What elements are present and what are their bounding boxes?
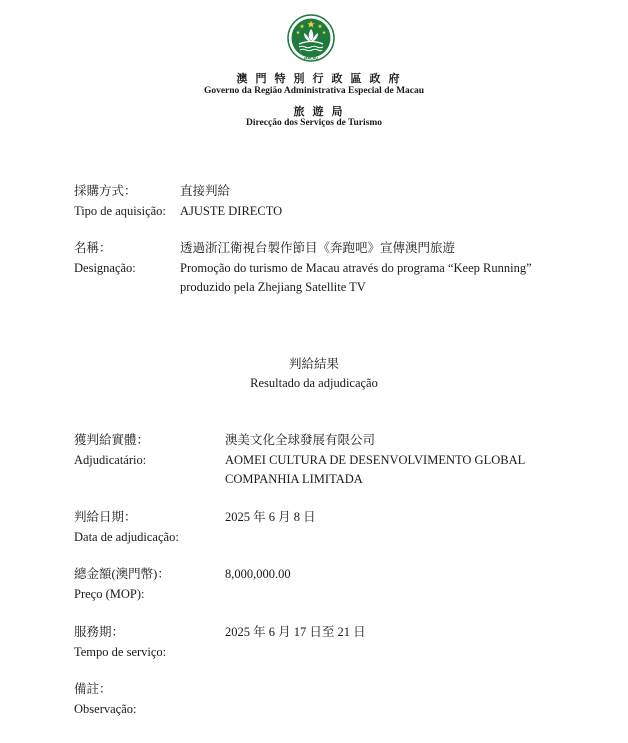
- service-label-zh: 服務期：: [74, 625, 125, 639]
- procurement-label-pt: Tipo de aquisição:: [74, 204, 166, 218]
- designation-value-pt-line1: Promoção do turismo de Macau através do programa “Keep Running”: [180, 261, 532, 275]
- date-value: 2025 年 6 月 8 日: [225, 510, 316, 524]
- adjudicatario-value-zh: 澳美文化全球發展有限公司: [225, 433, 376, 447]
- adjudicatario-value-pt-line1: AOMEI CULTURA DE DESENVOLVIMENTO GLOBAL: [225, 453, 526, 467]
- government-name-pt: Governo da Região Administrativa Especial de Macau: [203, 86, 425, 96]
- price-label-zh: 總金額(澳門幣)：: [74, 567, 170, 581]
- adjudicatario-label-zh: 獲判給實體：: [74, 433, 150, 447]
- result-title-pt: Resultado da adjudicação: [250, 376, 378, 390]
- service-label-pt: Tempo de serviço:: [74, 645, 167, 659]
- procurement-value-pt: AJUSTE DIRECTO: [180, 204, 283, 218]
- designation-value-pt-line2: produzido pela Zhejiang Satellite TV: [180, 280, 366, 294]
- service-value: 2025 年 6 月 17 日至 21 日: [225, 625, 366, 639]
- price-value: 8,000,000.00: [225, 567, 291, 581]
- procurement-value-zh: 直接判給: [180, 184, 231, 198]
- result-title-zh: 判給結果: [288, 357, 339, 371]
- macau-emblem-icon: [287, 14, 335, 62]
- designation-label-pt: Designação:: [74, 261, 136, 275]
- date-label-pt: Data de adjudicação:: [74, 530, 179, 544]
- designation-value-zh: 透過浙江衛視台製作節目《奔跑吧》宣傳澳門旅遊: [180, 241, 456, 255]
- adjudicatario-label-pt: Adjudicatário:: [74, 453, 147, 467]
- remarks-label-zh: 備註：: [74, 682, 112, 696]
- government-name-zh: 澳門特別行政區政府: [236, 73, 408, 85]
- emblem-label: MACAU: [304, 56, 318, 61]
- date-label-zh: 判給日期：: [74, 510, 137, 524]
- adjudicatario-value-pt-line2: COMPANHIA LIMITADA: [225, 472, 363, 486]
- department-name-pt: Direcção dos Serviços de Turismo: [246, 118, 382, 128]
- procurement-label-zh: 採購方式：: [74, 184, 137, 198]
- price-label-pt: Preço (MOP):: [74, 587, 145, 601]
- department-name-zh: 旅遊局: [293, 106, 351, 118]
- remarks-label-pt: Observação:: [74, 702, 137, 716]
- designation-label-zh: 名稱：: [74, 241, 112, 255]
